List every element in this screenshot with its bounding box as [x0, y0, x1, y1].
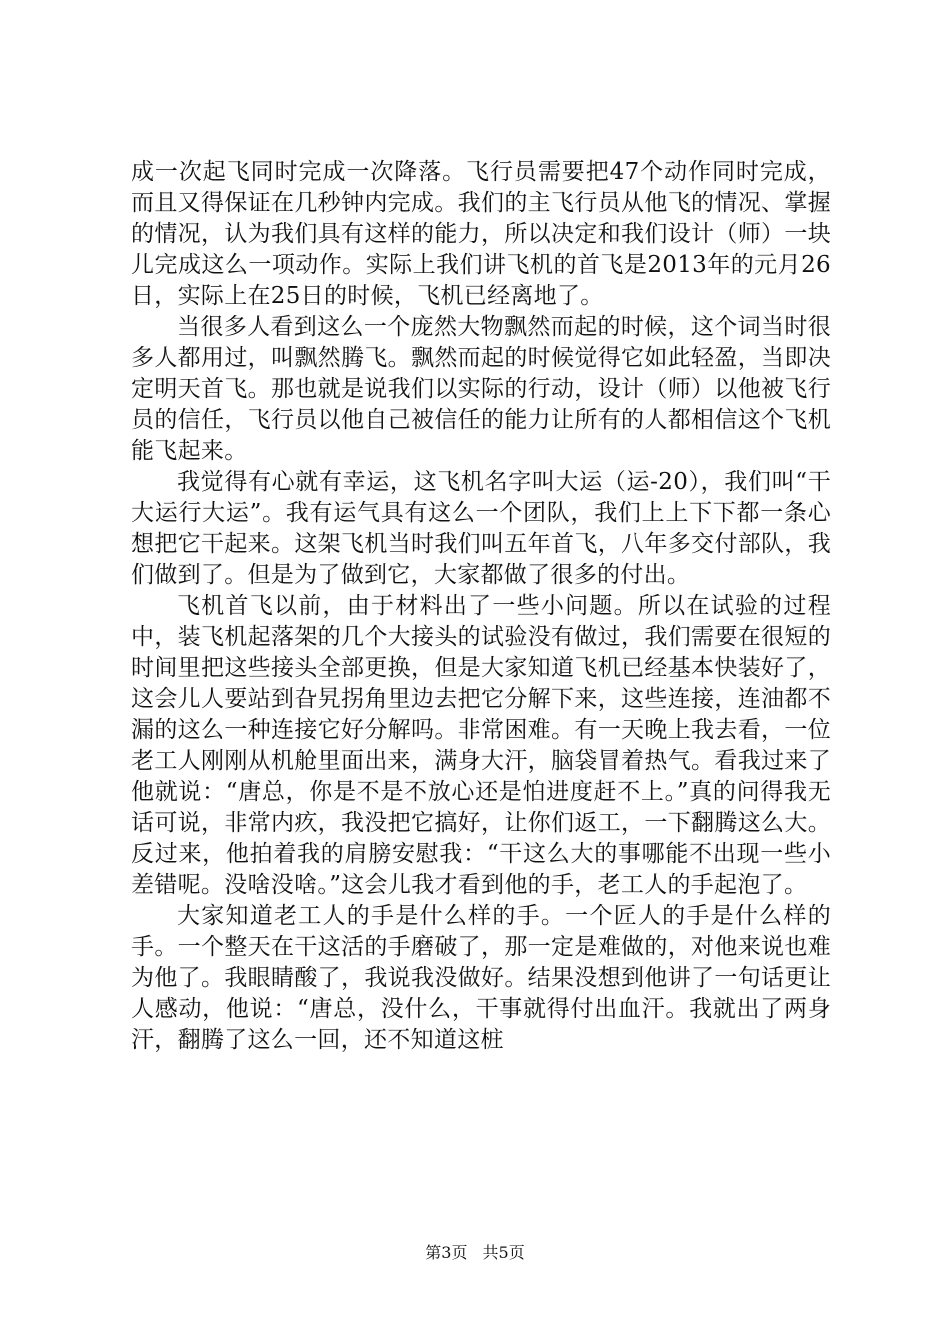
body-text: [131, 157, 831, 1056]
total-pages: 共5页: [482, 1243, 525, 1262]
paragraph-5: 大家知道老工人的手是什么样的手。一个匠人的手是什么样的手。一个整天在干这活的手磨破了，那一定是难做的，对他来说也难为他了。我眼睛酸了，我说我没做好。结果没想到他讲了一句话更让人感动，他说：“唐总，没什么，干事就得付出血汗。我就出了两身汗，翻腾了这么一回，还不知道这桩: [131, 903, 831, 1053]
paragraph-3: 我觉得有心就有幸运，这飞机名字叫大运（运-20），我们叫“干大运行大运”。我有运气具有这么一个团队，我们上上下下都一条心想把它干起来。这架飞机当时我们叫五年首飞，八年多交付部队，我们做到了。但是为了做到它，大家都做了很多的付出。: [131, 469, 831, 588]
page-footer: [0, 1243, 950, 1263]
paragraph-2: 当很多人看到这么一个庞然大物飘然而起的时候，这个词当时很多人都用过，叫飘然腾飞。飘然而起的时候觉得它如此轻盈，当即决定明天首飞。那也就是说我们以实际的行动，设计（师）以他被飞行员的信任，飞行员以他自己被信任的能力让所有的人都相信这个飞机能飞起来。: [131, 314, 831, 464]
paragraph-4: 飞机首飞以前，由于材料出了一些小问题。所以在试验的过程中，装飞机起落架的几个大接头的试验没有做过，我们需要在很短的时间里把这些接头全部更换，但是大家知道飞机已经基本快装好了，这会儿人要站到旮旯拐角里边去把它分解下来，这些连接，连油都不漏的这么一种连接它好分解吗。非常困难。有一天晚上我去看，一位老工人刚刚从机舱里面出来，满身大汗，脑袋冒着热气。看我过来了他就说：“唐总，你是不是不放心还是怕进度赶不上。”真的问得我无话可说，非常内疚，我没把它搞好，让你们返工，一下翻腾这么大。反过来，他拍着我的肩膀安慰我：“干这么大的事哪能不出现一些小差错呢。没啥没啥。”这会儿我才看到他的手，老工人的手起泡了。: [131, 593, 831, 898]
paragraph-1: 成一次起飞同时完成一次降落。飞行员需要把47个动作同时完成，而且又得保证在几秒钟内完成。我们的主飞行员从他飞的情况、掌握的情况，认为我们具有这样的能力，所以决定和我们设计（师）一块儿完成这么一项动作。实际上我们讲飞机的首飞是2013年的元月26日，实际上在25日的时候，飞机已经离地了。: [131, 159, 831, 309]
page-number: 第3页: [425, 1243, 468, 1262]
